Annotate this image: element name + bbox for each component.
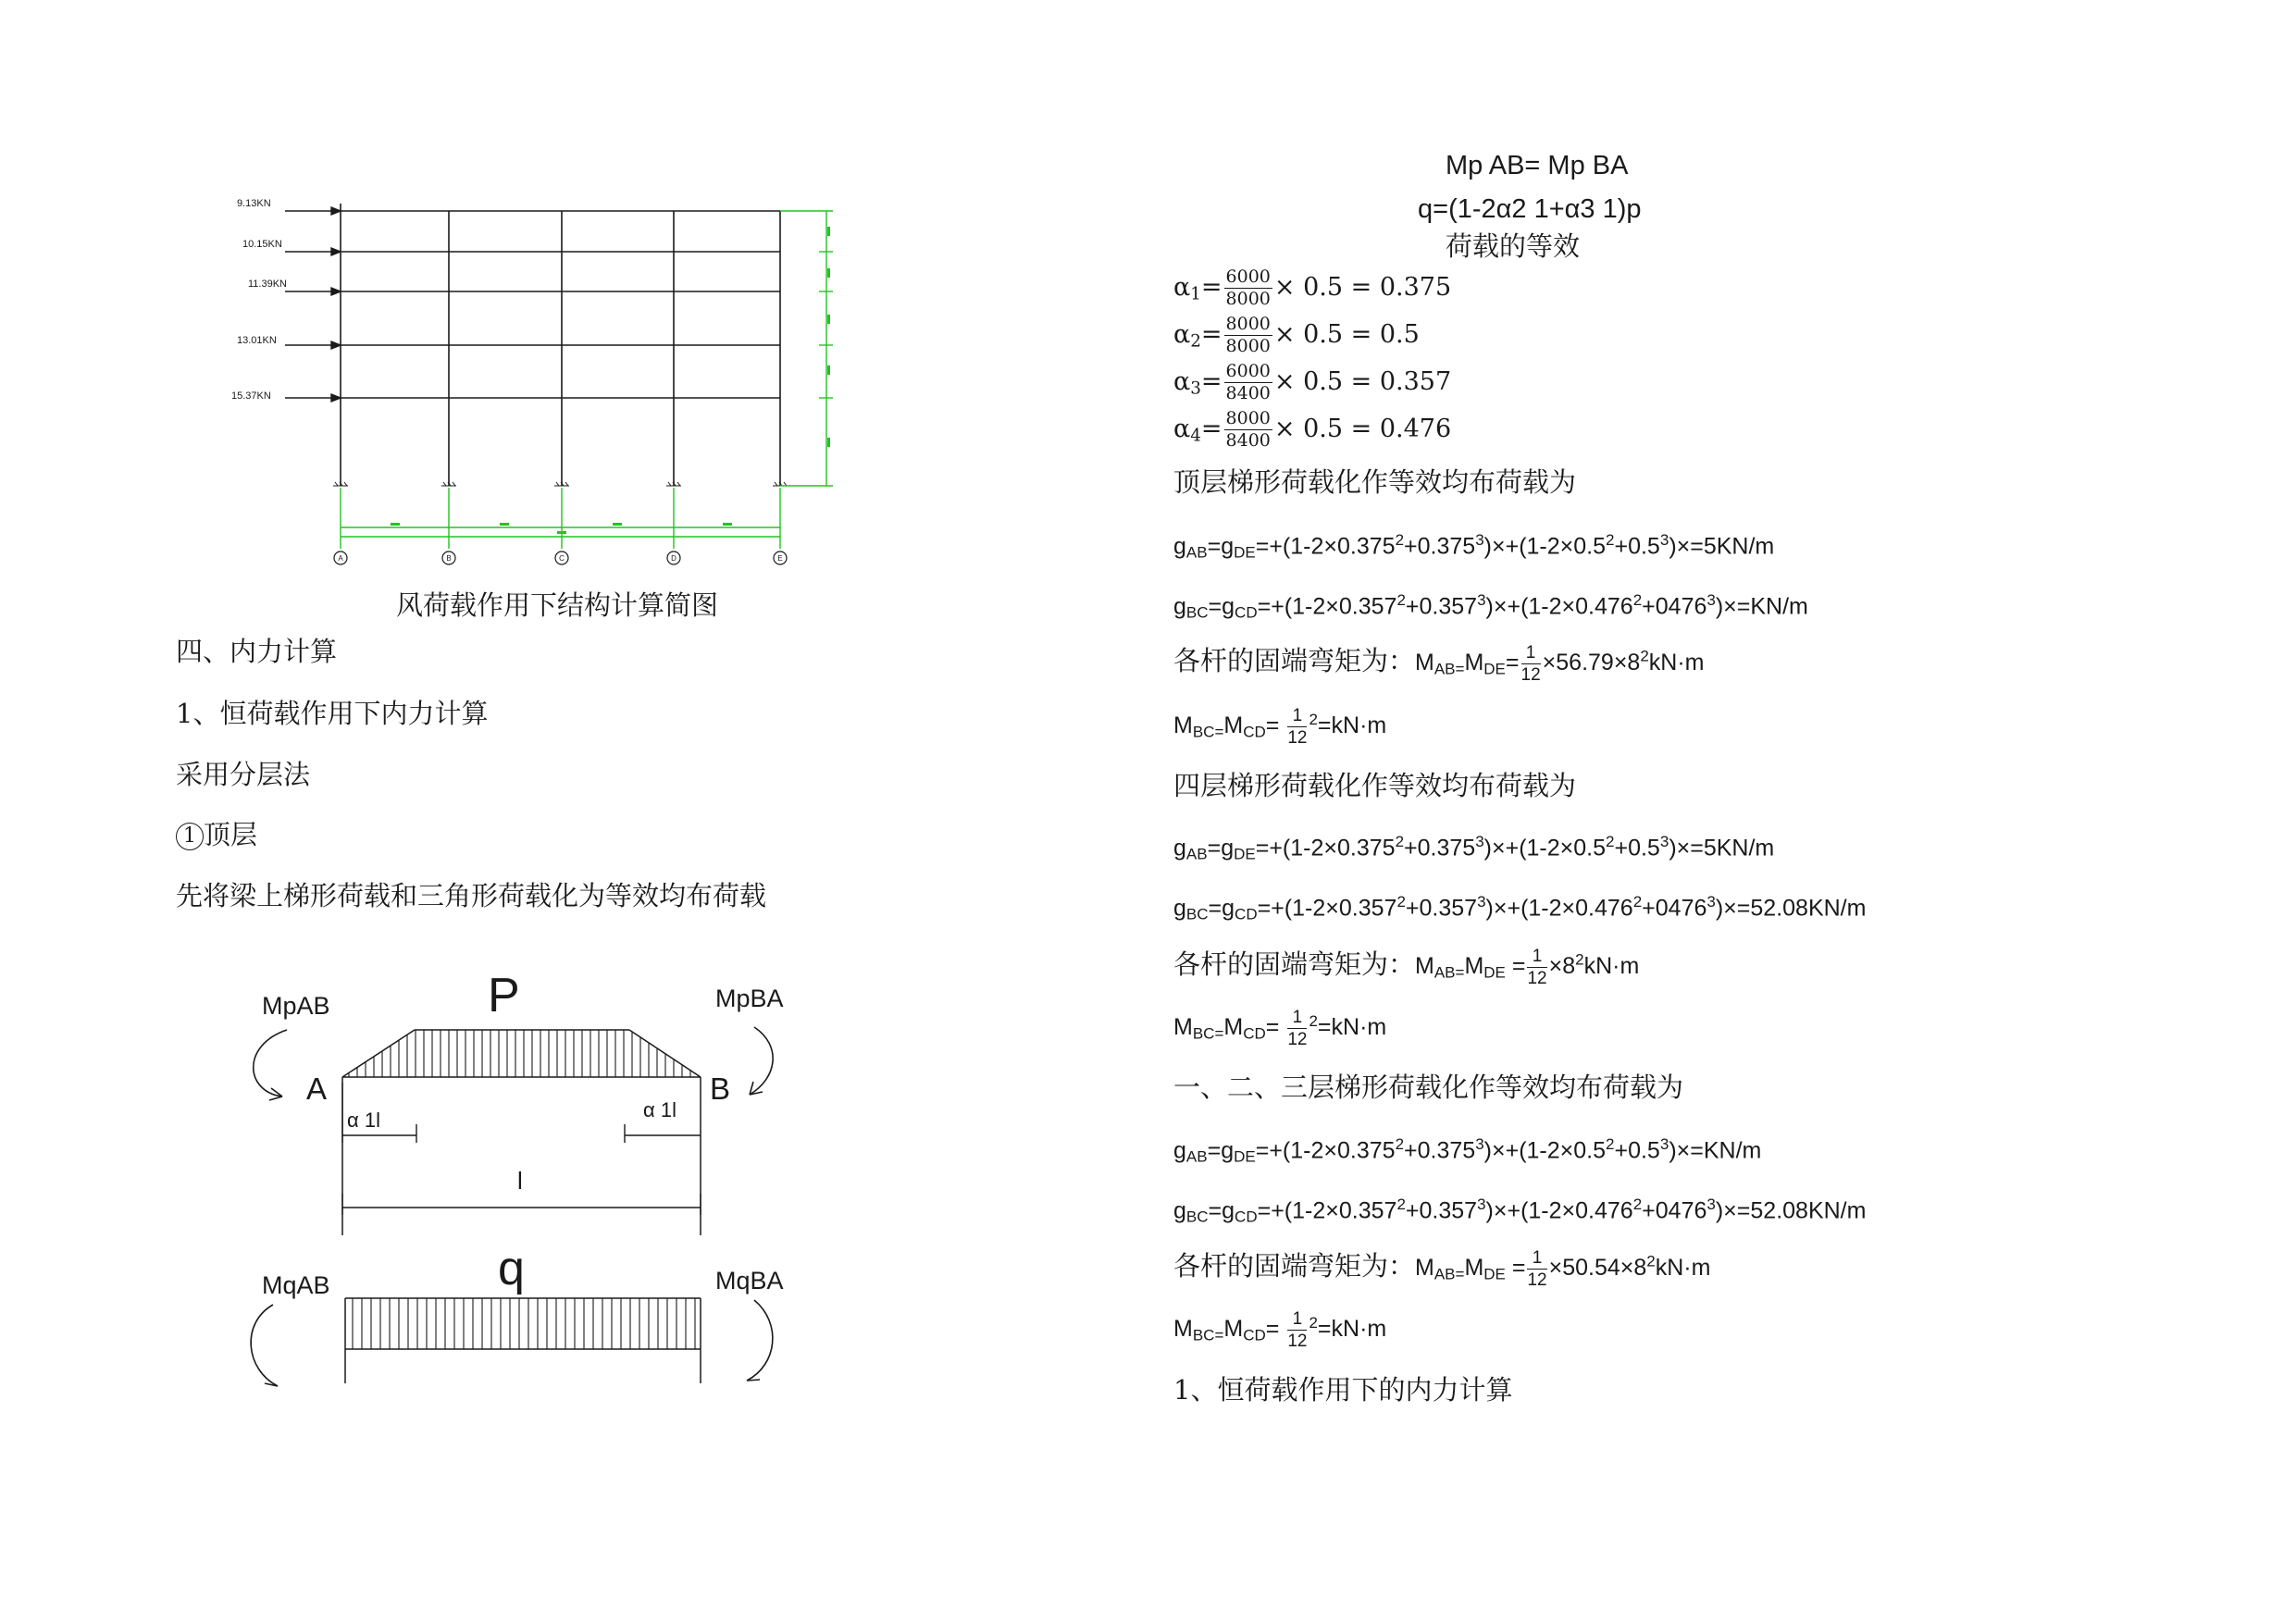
wind-load-label-2: 10.15KN [242,239,282,250]
formula-mp: Mp AB= Mp BA [1446,151,1629,180]
uniform-load-beam-diagram [236,1240,791,1406]
alpha-3-equation: $\alpha_3=$ $\frac{6000}{8400}$ × 0.5 = 0.357 [1173,361,1452,403]
alpha-1-equation: $\alpha_1=$ $\frac{6000}{8000}$ × 0.5 = 0.375 [1173,266,1452,309]
wind-load-label-1: 9.13KN [237,198,271,209]
axis-label-b: B [446,554,452,563]
span-label-l: l [517,1167,523,1195]
fourth-moment-ab: 各杆的固端弯矩为：$M_{AB=}M_{DE}$ = $\frac{1}{12}$ $\times 8^2kN\cdot m$ [1173,947,1640,988]
top-gab-equation: $g_{AB}=g_{DE}=+(1-2\times 0.375^2+0.375^3)\times+(1-2\times 0.5^2+0.5^3)\times=5KN/m$ [1173,531,1775,562]
fourth-gab-equation: $g_{AB}=g_{DE}=+(1-2\times 0.375^2+0.375^3)\times+(1-2\times 0.5^2+0.5^3)\times=5KN/m$ [1173,833,1775,863]
lower-moment-bc: $M_{BC=}M_{CD}=$ $\frac{1}{12}$ $^2$=kN·m [1173,1309,1387,1351]
axis-label-e: E [777,554,783,563]
top-gbc-equation: $g_{BC}=g_{CD}=+(1-2\times 0.357^2+0.357^3)\times+(1-2\times 0.476^2+0476^3)\times=KN/m$ [1173,591,1808,622]
fourth-gbc-equation: $g_{BC}=g_{CD}=+(1-2\times 0.357^2+0.357^3)\times+(1-2\times 0.476^2+0476^3)\times=52.08KN/m$ [1173,893,1867,923]
axis-label-c: C [559,554,565,563]
wind-load-label-4: 13.01KN [237,335,277,346]
wind-load-label-5: 15.37KN [231,390,271,402]
formula-q: q=(1-2α2 1+α3 1)p [1418,194,1642,224]
uniform-hatch [353,1298,695,1349]
equivalence-title: 荷载的等效 [1446,230,1581,262]
section-heading: 四、内力计算 [176,636,338,667]
lower-floors-title: 一、二、三层梯形荷载化作等效均布荷载为 [1173,1072,1684,1103]
alpha-4-equation: $\alpha_4=$ $\frac{8000}{8400}$ × 0.5 = 0.476 [1173,408,1452,451]
moment-label-mpba: MpBA [715,985,784,1012]
top-floor-label: 顶层 [204,819,258,850]
top-moment-bc: $M_{BC=}M_{CD}=$ $\frac{1}{12}$ $^2$=kN·m [1173,706,1387,748]
wind-load-label-3: 11.39KN [248,279,287,290]
moment-label-mpab: MpAB [262,992,330,1020]
lower-gab-equation: $g_{AB}=g_{DE}=+(1-2\times 0.375^2+0.375^3)\times+(1-2\times 0.5^2+0.5^3)\times=KN/m$ [1173,1135,1762,1166]
final-section-heading: 1、恒荷载作用下的内力计算 [1173,1374,1513,1406]
wind-diagram-caption: 风荷载作用下结构计算简图 [396,589,719,621]
end-label-b: B [710,1072,731,1106]
alpha-l-right: α 1l [643,1098,676,1121]
alpha-l-left: α 1l [347,1109,380,1132]
lower-gbc-equation: $g_{BC}=g_{CD}=+(1-2\times 0.357^2+0.357^3)\times+(1-2\times 0.476^2+0476^3)\times=52.08KN/m$ [1173,1196,1867,1226]
circled-number: 1 [176,823,204,850]
method-text: 采用分层法 [176,759,311,790]
subsection-heading: 1、恒荷载作用下内力计算 [176,698,489,729]
trapezoid-load-beam-diagram [236,958,791,1226]
load-label-p: P [488,969,520,1022]
wind-load-frame-diagram [222,190,842,569]
alpha-2-equation: $\alpha_2=$ $\frac{8000}{8000}$ × 0.5 = 0.5 [1173,314,1420,356]
axis-label-d: D [671,554,676,563]
axis-label-a: A [338,554,343,563]
fourth-floor-title: 四层梯形荷载化作等效均布荷载为 [1173,770,1577,801]
load-label-q: q [498,1242,525,1295]
moment-label-mqab: MqAB [262,1271,330,1299]
top-floor-heading [176,819,258,850]
top-moment-ab: 各杆的固端弯矩为：$M_{AB=}M_{DE}=$ $\frac{1}{12}$ $\times 56.79\times 8^2kN\cdot m$ [1173,643,1705,685]
lower-moment-ab: 各杆的固端弯矩为：$M_{AB=}M_{DE}$ = $\frac{1}{12}$ $\times 50.54\times 8^2kN\cdot m$ [1173,1248,1711,1290]
convert-text: 先将梁上梯形荷载和三角形荷载化为等效均布荷载 [176,880,767,911]
fourth-moment-bc: $M_{BC=}M_{CD}=$ $\frac{1}{12}$ $^2$=kN·m [1173,1008,1387,1049]
end-label-a: A [306,1072,328,1106]
top-floor-title: 顶层梯形荷载化作等效均布荷载为 [1173,466,1577,498]
moment-label-mqba: MqBA [715,1267,784,1295]
